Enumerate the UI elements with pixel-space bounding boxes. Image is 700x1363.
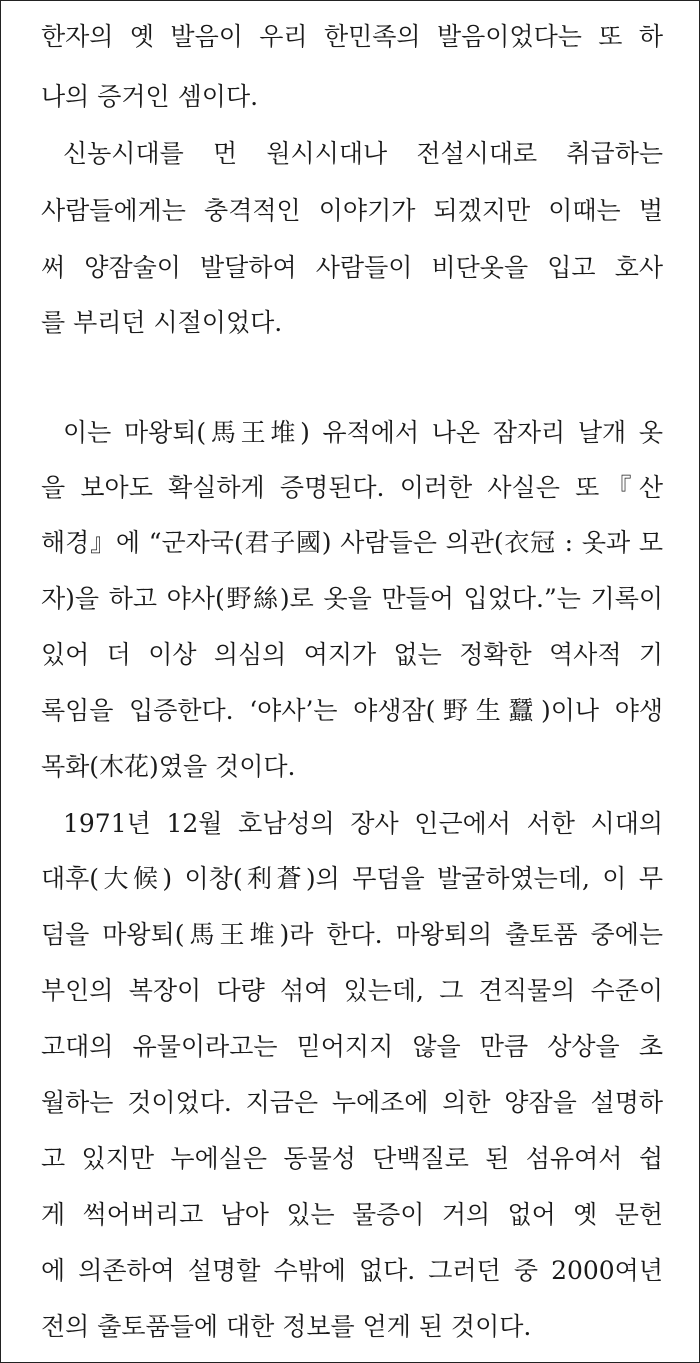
text-line: 부인의 복장이 다량 섞여 있는데, 그 견직물의 수준이 <box>41 976 663 1005</box>
text-line: 게 썩어버리고 남아 있는 물증이 거의 없어 옛 문헌 <box>41 1200 663 1229</box>
text-line: 을 보아도 확실하게 증명된다. 이러한 사실은 또『산 <box>41 473 663 502</box>
text-line: 1971년 12월 호남성의 장사 인근에서 서한 시대의 <box>63 809 663 838</box>
text-line: 고 있지만 누에실은 동물성 단백질로 된 섬유여서 쉽 <box>41 1144 663 1173</box>
text-line: 를 부리던 시절이었다. <box>41 308 283 337</box>
text-line: 목화(木花)였을 것이다. <box>41 752 296 781</box>
text-line: 한자의 옛 발음이 우리 한민족의 발음이었다는 또 하 <box>41 22 663 51</box>
text-line: 덤을 마왕퇴(馬王堆)라 한다. 마왕퇴의 출토품 중에는 <box>41 920 663 949</box>
text-line: 에 의존하여 설명할 수밖에 없다. 그러던 중 2000여년 <box>41 1256 663 1285</box>
text-line: 써 양잠술이 발달하여 사람들이 비단옷을 입고 호사 <box>41 253 663 282</box>
text-line: 있어 더 이상 의심의 여지가 없는 정확한 역사적 기 <box>41 640 663 669</box>
text-line: 고대의 유물이라고는 믿어지지 않을 만큼 상상을 초 <box>41 1032 663 1061</box>
text-line: 월하는 것이었다. 지금은 누에조에 의한 양잠을 설명하 <box>41 1088 663 1117</box>
text-line: 자)을 하고 야사(野絲)로 옷을 만들어 입었다.”는 기록이 <box>41 584 663 613</box>
text-line: 해경』에 “군자국(君子國) 사람들은 의관(衣冠 : 옷과 모 <box>41 528 663 557</box>
text-line: 전의 출토품들에 대한 정보를 얻게 된 것이다. <box>41 1312 532 1341</box>
text-line: 대후(大候) 이창(利蒼)의 무덤을 발굴하였는데, 이 무 <box>41 864 663 893</box>
text-line: 신농시대를 먼 원시시대나 전설시대로 취급하는 <box>63 139 663 168</box>
text-line: 록임을 입증한다. ‘야사’는 야생잠(野生蠶)이나 야생 <box>41 696 663 725</box>
text-line: 사람들에게는 충격적인 이야기가 되겠지만 이때는 벌 <box>41 196 663 225</box>
text-line: 이는 마왕퇴(馬王堆) 유적에서 나온 잠자리 날개 옷 <box>63 418 663 447</box>
text-line: 나의 증거인 셈이다. <box>41 82 259 111</box>
